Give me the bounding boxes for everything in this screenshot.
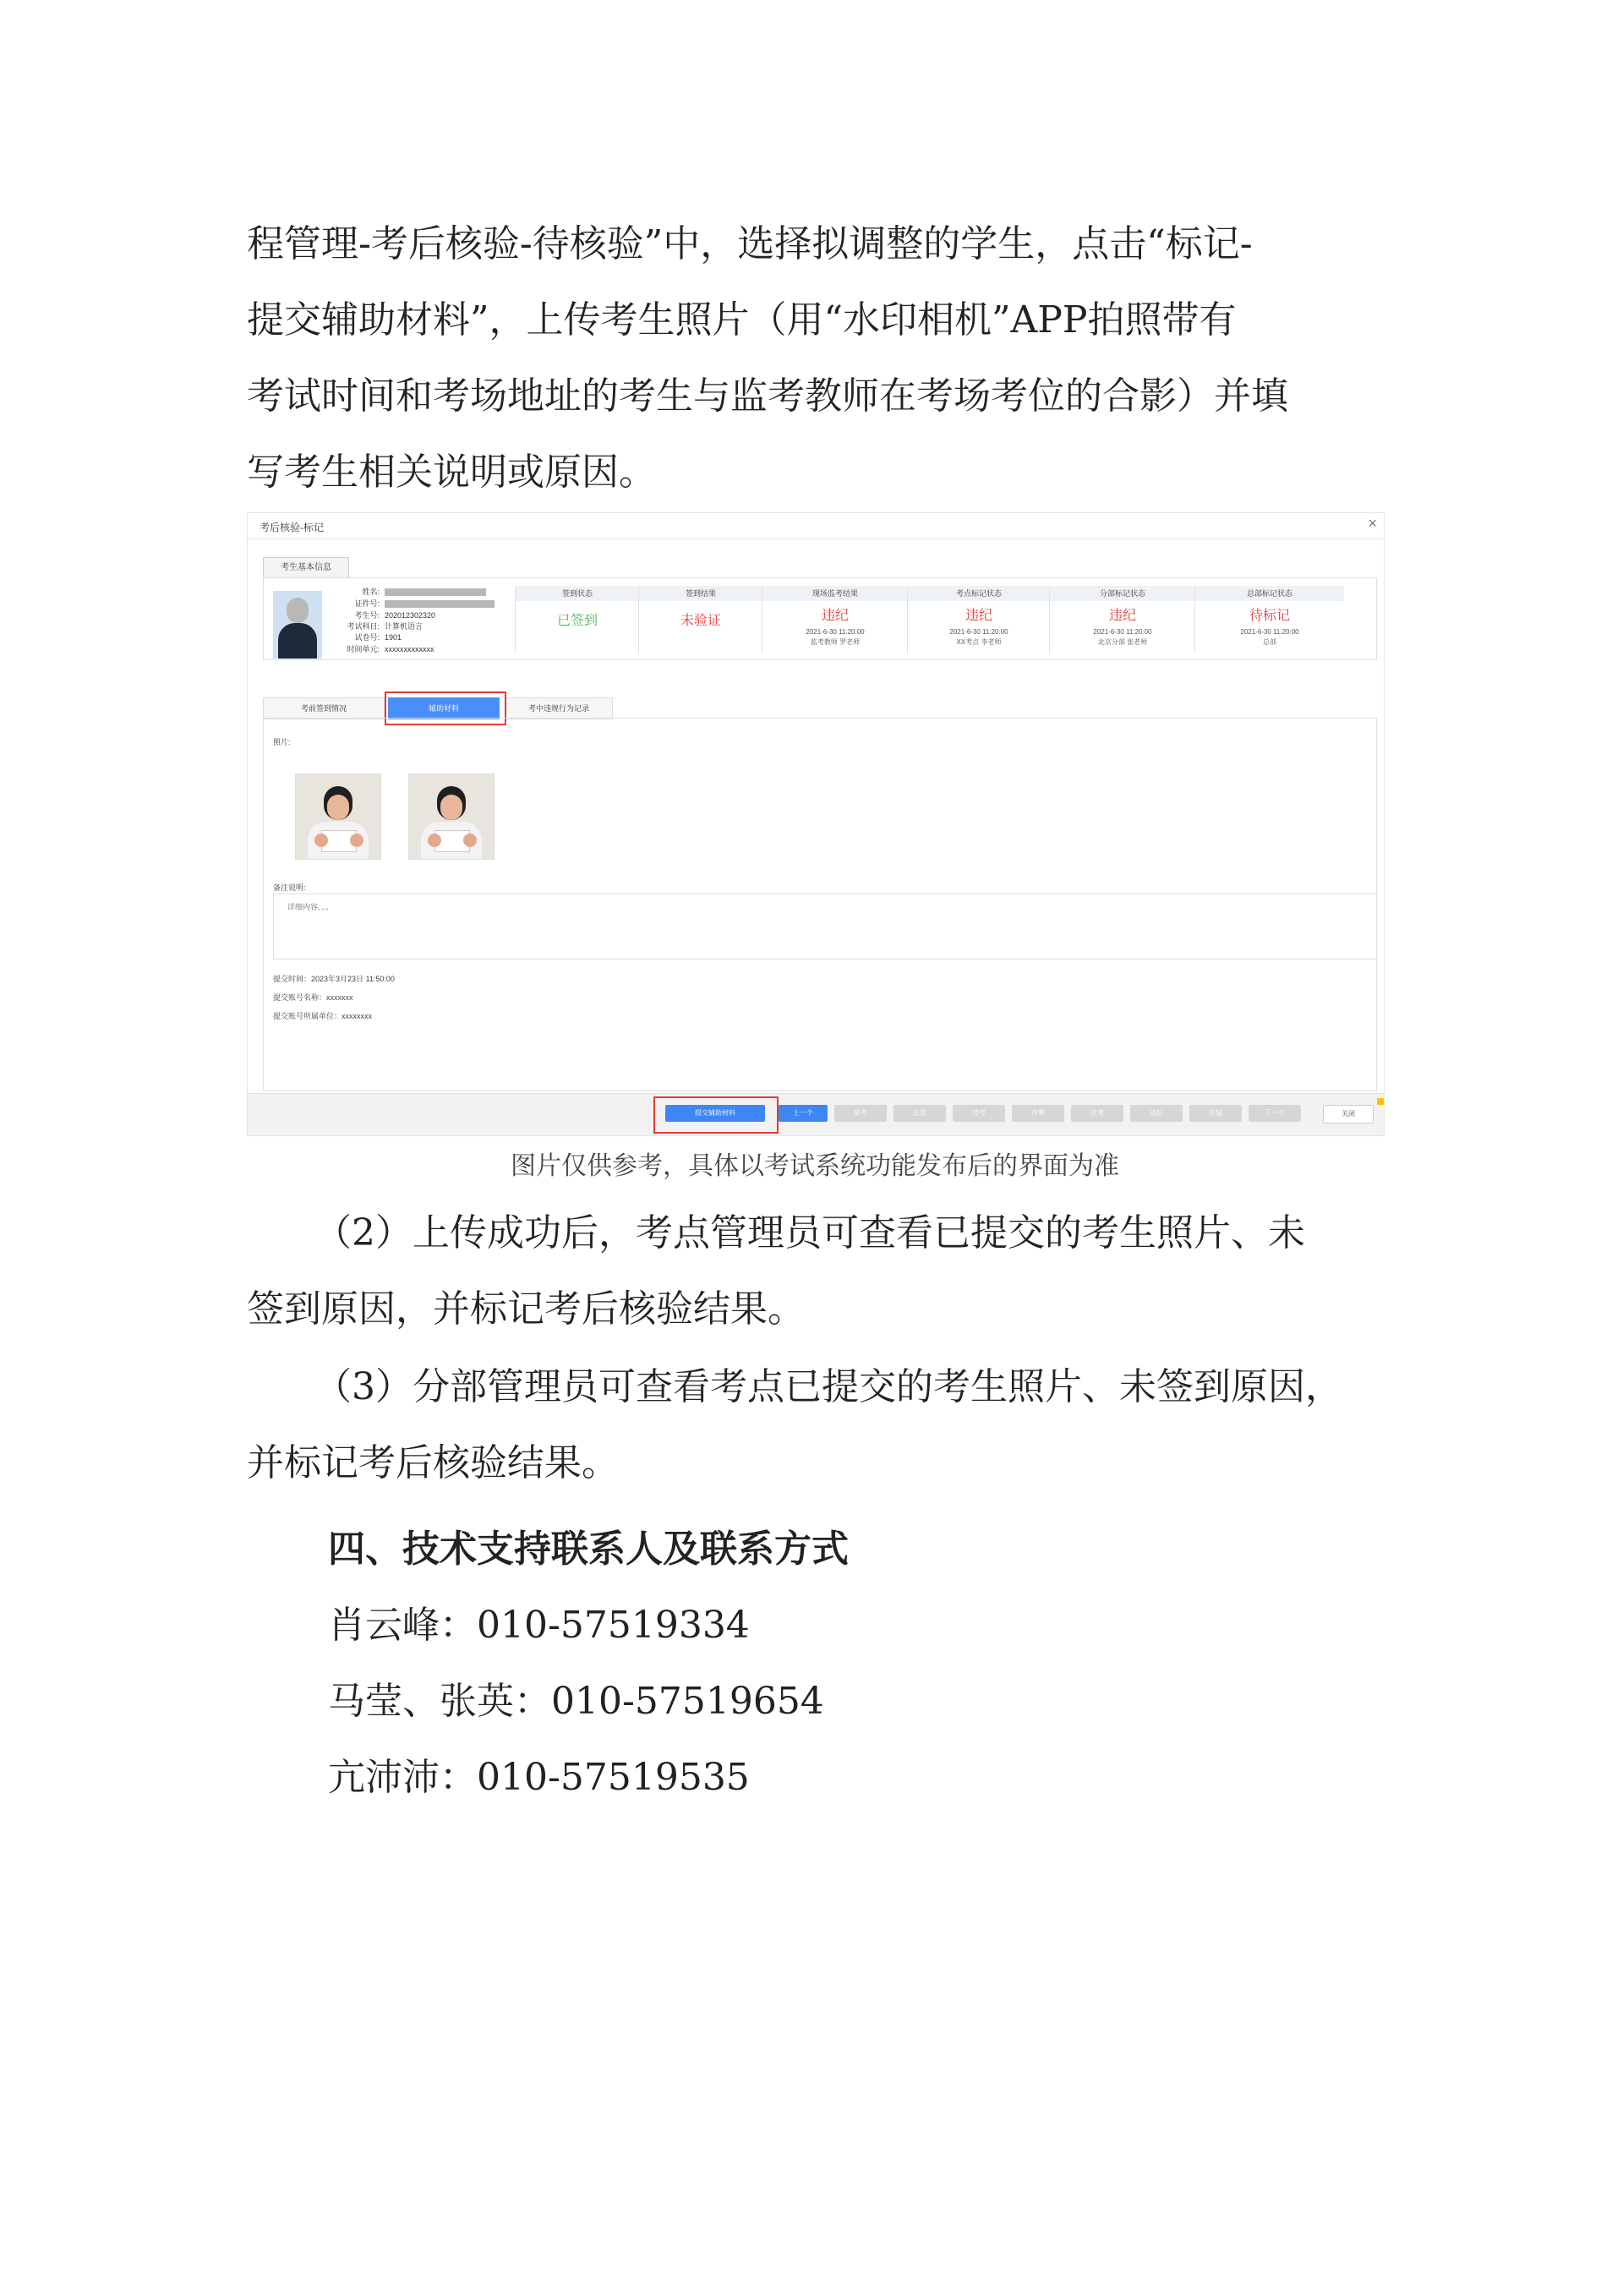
tab-violation-record[interactable]: 考中违规行为记录 <box>505 697 613 719</box>
field-id: 证件号: <box>329 598 495 609</box>
close-button[interactable]: 关闭 <box>1323 1105 1374 1123</box>
submit-unit: 提交账号所属单位：xxxxxxxx <box>273 1012 373 1020</box>
doubt-button[interactable]: 存疑 <box>1189 1105 1242 1122</box>
contact-line: 马莹、张英：010-57519654 <box>328 1680 824 1723</box>
text-line: 提交辅助材料”，上传考生照片（用“水印相机”APP拍照带有 <box>247 298 1237 342</box>
remark-placeholder: 详细内容。。。 <box>287 903 334 911</box>
divider <box>248 538 1384 539</box>
cheat-button[interactable]: 作弊 <box>1012 1105 1064 1122</box>
redacted-bar <box>385 588 486 596</box>
dialog-title: 考后核验-标记 <box>260 522 324 533</box>
submit-time: 提交时间：2023年3月23日 11:50:00 <box>273 975 395 983</box>
text-line: 写考生相关说明或原因。 <box>247 451 656 494</box>
field-paper: 试卷号: 1901 <box>354 633 402 642</box>
substitute-button[interactable]: 替考 <box>953 1105 1005 1122</box>
badge-icon <box>1377 1098 1384 1105</box>
photo-thumbnail[interactable] <box>295 774 381 860</box>
contact-line: 亢沛沛：010-57519535 <box>328 1756 750 1799</box>
status-sign-result: 签到结果 未验证 <box>638 586 762 653</box>
text-line: 考试时间和考场地址的考生与监考教师在考场考位的合影）并填 <box>247 374 1288 418</box>
tab-pre-sign[interactable]: 考前签到情况 <box>263 697 385 719</box>
info-tab[interactable]: 考生基本信息 <box>263 557 349 578</box>
screenshot-figure <box>247 512 1385 1136</box>
field-name: 姓名: <box>329 586 486 597</box>
violation-button[interactable]: 违纪 <box>1130 1105 1183 1122</box>
status-site: 考点标记状态 违纪 2021-6-30 11:20:00 XX考点 李老师 <box>907 586 1050 653</box>
disturb-button[interactable]: 扰考 <box>1071 1105 1123 1122</box>
submit-materials-button[interactable]: 提交辅助材料 <box>665 1105 765 1122</box>
contact-line: 肖云峰：010-57519334 <box>328 1604 750 1647</box>
redacted-bar <box>385 600 495 608</box>
submit-account: 提交账号名称：xxxxxxx <box>273 993 353 1002</box>
paragraph-1 <box>247 206 1383 511</box>
close-icon[interactable]: × <box>1368 515 1377 532</box>
figure-caption: 图片仅供参考，具体以考试系统功能发布后的界面为准 <box>511 1151 1119 1181</box>
normal-button[interactable]: 正常 <box>893 1105 946 1122</box>
text-line: （2）上传成功后，考点管理员可查看已提交的考生照片、未 <box>314 1211 1305 1255</box>
next-button[interactable]: 下一个 <box>1249 1105 1301 1122</box>
section-heading: 四、技术支持联系人及联系方式 <box>328 1528 849 1571</box>
photo-thumbnail[interactable] <box>408 774 495 860</box>
remark-textarea[interactable] <box>273 894 1377 959</box>
paragraph-3 <box>247 1349 1383 1501</box>
highlight-box <box>653 1096 779 1134</box>
field-subject: 考试科目: 计算机语言 <box>347 622 424 631</box>
text-line: 并标记考后核验结果。 <box>247 1441 619 1484</box>
photos-label: 照片: <box>273 738 291 746</box>
absent-button[interactable]: 缺考 <box>834 1105 887 1122</box>
status-sign-in: 签到状态 已签到 <box>515 586 639 653</box>
text-line: 程管理-考后核验-待核验”中，选择拟调整的学生，点击“标记- <box>247 222 1253 265</box>
text-line: （3）分部管理员可查看考点已提交的考生照片、未签到原因， <box>314 1365 1342 1408</box>
tab-materials[interactable]: 辅助材料 <box>388 697 500 719</box>
student-avatar <box>273 591 322 659</box>
text-line: 签到原因，并标记考后核验结果。 <box>247 1287 805 1331</box>
prev-button[interactable]: 上一个 <box>779 1105 828 1122</box>
status-onsite: 现场监考结果 违纪 2021-6-30 11:20:00 监考教师 罗老师 <box>762 586 908 653</box>
remark-label: 备注说明: <box>273 883 306 892</box>
status-branch: 分部标记状态 违纪 2021-6-30 11:20:00 北京分部 张老师 <box>1049 586 1195 653</box>
field-time: 时间单元: xxxxxxxxxxxxx <box>347 645 434 653</box>
paragraph-2 <box>247 1195 1383 1348</box>
status-hq: 总部标记状态 待标记 2021-6-30 11:20:00 总部 <box>1194 586 1344 653</box>
field-exam-no: 考生号: 202012302320 <box>354 611 436 620</box>
